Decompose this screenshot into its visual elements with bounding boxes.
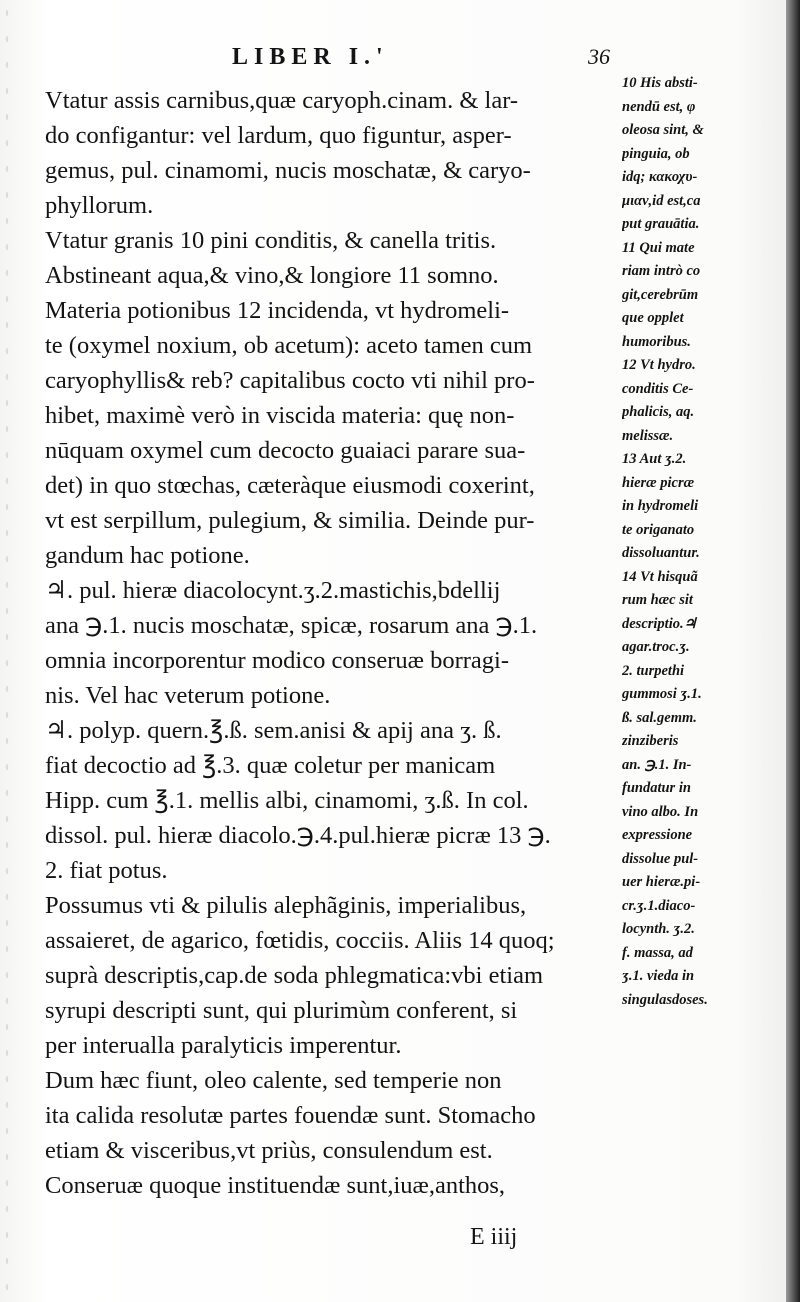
marginal-note-line: singulasdoses. [622, 991, 708, 1008]
marginal-note-line: humoribus. [622, 333, 691, 350]
text-line: Conseruæ quoque instituendæ sunt,iuæ,anthos, [45, 1172, 506, 1199]
marginal-note-line: ß. sal.gemm. [622, 709, 697, 726]
text-line: Vtatur assis carnibus,quæ caryoph.cinam. & lar- [45, 87, 519, 114]
text-line: nūquam oxymel cum decocto guaiaci parare suа- [45, 437, 526, 464]
marginal-note-line: vino albo. In [622, 803, 699, 820]
text-line: do configantur: vel lardum, quo figuntur, asper- [45, 122, 512, 149]
marginal-note-line: cr.ʒ.1.diaco- [622, 897, 696, 914]
text-line: assaieret, de agarico, fœtidis, cocciis. Aliis 14 quoq; [45, 927, 555, 954]
marginal-note-line: an. ℈.1. In- [622, 756, 692, 773]
marginal-note-line: 10 His absti- [622, 75, 698, 91]
text-line: ♃. polyp. quern.℥.ß. sem.anisi & apij ana ʒ. ß. [45, 717, 502, 744]
marginal-note-line: idq; κακοχυ- [622, 169, 698, 185]
text-line: omnia incorporentur modico conseruæ borragi- [45, 647, 510, 674]
page-number: 36 [588, 44, 610, 69]
marginal-note-line: 14 Vt hisquã [622, 568, 698, 585]
text-line: phyllorum. [45, 192, 154, 219]
marginal-notes [622, 72, 782, 1012]
marginal-note-line: agar.troc.ʒ. [622, 639, 690, 655]
marginal-note-line: f. massa, ad [622, 944, 693, 961]
text-line: fiat decoctio ad ℥.3. quæ coletur per manicam [45, 752, 496, 779]
marginal-note-line: 11 Qui mate [622, 239, 695, 256]
text-line: syrupi descripti sunt, qui plurimùm conferent, si [45, 997, 518, 1024]
text-line: te (oxymel noxium, ob acetum): aceto tamen cum [45, 332, 533, 359]
text-line: 2. fiat potus. [45, 857, 168, 884]
marginal-note-line: nendū est, φ [622, 98, 696, 115]
marginal-note-line: riam intrò co [622, 263, 701, 279]
text-line: caryophyllis& reb? capitalibus cocto vti nihil pro- [45, 367, 535, 394]
marginal-note-line: 12 Vt hydro. [622, 357, 696, 373]
marginal-note-line: hieræ picræ [622, 474, 695, 491]
text-line: Dum hæc fiunt, oleo calente, sed temperie non [45, 1067, 502, 1094]
marginal-note-line: 13 Aut ʒ.2. [622, 451, 687, 467]
marginal-note-line: te origanato [622, 521, 695, 538]
text-line: hibet, maximè verò in viscida materia: quę non- [45, 402, 515, 429]
text-line: gemus, pul. cinamomi, nucis moschatæ, & caryo- [45, 157, 531, 184]
marginal-note-line: phalicis, aq. [622, 404, 695, 420]
page-edge-texture [2, 0, 12, 1302]
text-line: Hipp. cum ℥.1. mellis albi, cinamomi, ʒ.ß. In col. [45, 787, 529, 814]
marginal-note-line: oleosa sint, & [622, 122, 704, 138]
marginal-note-line: expressione [622, 827, 693, 843]
marginal-note-line: fundatur in [622, 780, 691, 796]
binding-shadow [786, 0, 800, 1302]
signature-mark: E iiij [470, 1224, 518, 1250]
text-line: ana ℈.1. nucis moschatæ, spicæ, rosarum ana ℈.1. [45, 612, 538, 639]
marginal-note-line: dissolue pul- [622, 850, 699, 867]
text-line: nis. Vel hac veterum potione. [45, 682, 331, 709]
main-text-column [45, 83, 635, 1203]
marginal-note-line: locynth. ʒ.2. [622, 921, 695, 937]
marginal-note-line: 2. turpethi [622, 662, 685, 679]
marginal-note-line: pinguia, ob [622, 145, 690, 162]
text-line: ita calida resolutæ partes fouendæ sunt. Stomacho [45, 1102, 536, 1129]
marginal-note-line: descriptio.♃ [622, 615, 697, 632]
marginal-note-line: que opplet [622, 310, 684, 326]
running-head: LIBER I.' [232, 44, 389, 70]
text-line: suprà descriptis,cap.de soda phlegmatica:vbi etiam [45, 962, 544, 989]
marginal-note-line: git,cerebrūm [622, 286, 699, 303]
text-line: etiam & visceribus,vt priùs, consulendum est. [45, 1137, 493, 1164]
marginal-note-line: melissæ. [622, 427, 674, 444]
marginal-note-line: gummosi ʒ.1. [622, 686, 702, 702]
marginal-note-line: rum hæc sit [622, 592, 693, 608]
marginal-note-line: zinziberis [622, 733, 679, 749]
marginal-note-line: μιαν,id est,ca [622, 192, 701, 209]
text-line: gandum hac potione. [45, 542, 250, 569]
text-line: Abstineant aqua,& vino,& longiore 11 somno. [45, 262, 499, 289]
text-line: det) in quo stœchas, cæteràque eiusmodi coxerint, [45, 472, 535, 499]
marginal-note-line: in hydromeli [622, 498, 699, 514]
marginal-note-line: ʒ.1. vieda in [622, 968, 695, 984]
marginal-note-line: uer hieræ.pi- [622, 874, 701, 890]
text-line: ♃. pul. hieræ diacolocynt.ʒ.2.mastichis,bdellij [45, 577, 501, 604]
marginal-note-line: put grauātia. [622, 216, 700, 232]
text-line: dissol. pul. hieræ diacolo.℈.4.pul.hieræ picræ 13 ℈. [45, 822, 551, 849]
text-line: vt est serpillum, pulegium, & similia. Deinde pur- [45, 507, 535, 534]
text-line: Vtatur granis 10 pini conditis, & canella tritis. [45, 227, 497, 254]
marginal-note-line: dissoluantur. [622, 545, 700, 561]
text-line: per interualla paralyticis imperentur. [45, 1032, 402, 1059]
text-line: Materia potionibus 12 incidenda, vt hydromeli- [45, 297, 510, 324]
text-line: Possumus vti & pilulis alephãginis, imperialibus, [45, 892, 527, 919]
marginal-note-line: conditis Ce- [622, 380, 694, 397]
